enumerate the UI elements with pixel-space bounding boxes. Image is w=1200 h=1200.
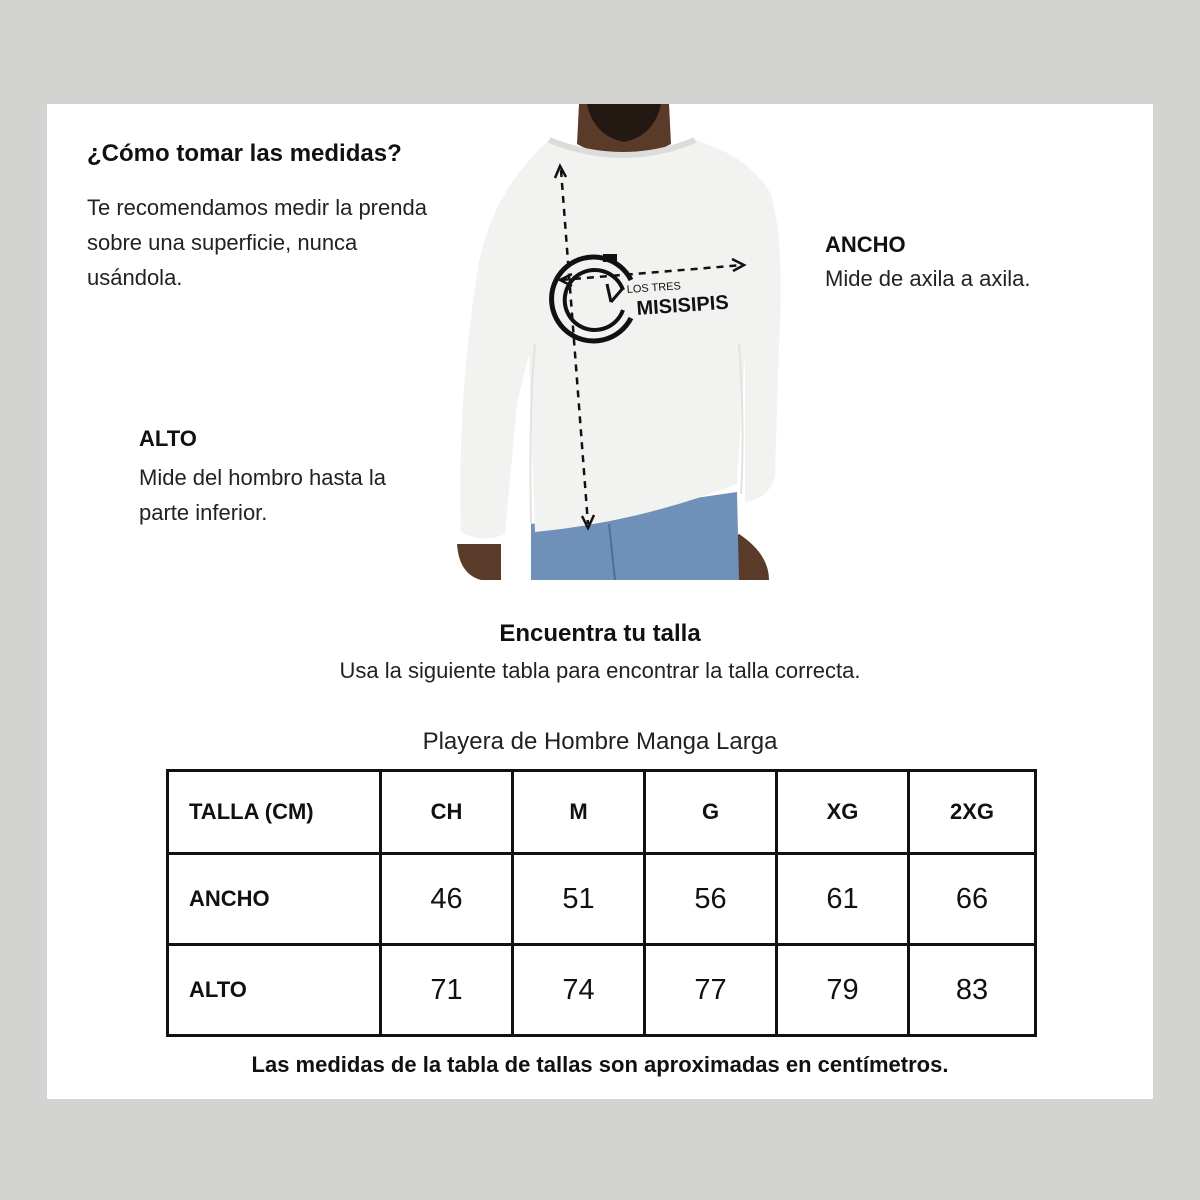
size-table-row [168, 945, 1036, 1036]
size-table-row-label: ALTO [168, 945, 381, 1036]
howto-title: ¿Cómo tomar las medidas? [87, 140, 402, 167]
size-table-cell: 79 [777, 945, 909, 1036]
logo-line-1: LOS TRES [626, 280, 682, 296]
size-table-cell: 83 [909, 945, 1036, 1036]
alto-label: ALTO [139, 426, 197, 451]
find-size-title: Encuentra tu talla [499, 620, 701, 647]
size-table-cell: 46 [381, 854, 513, 945]
size-table-header-cell: M [513, 771, 645, 854]
howto-text: Te recomendamos medir la prenda sobre una superficie, nunca usándola. [87, 195, 427, 290]
size-table-header-cell: CH [381, 771, 513, 854]
size-table-cell: 61 [777, 854, 909, 945]
size-guide-card [47, 104, 1153, 1099]
model-hand-left [457, 544, 501, 580]
size-table-header-cell: XG [777, 771, 909, 854]
size-table-row [168, 854, 1036, 945]
size-table-cell: 66 [909, 854, 1036, 945]
size-table-header-cell: 2XG [909, 771, 1036, 854]
size-table-row-label: ANCHO [168, 854, 381, 945]
size-table-cell: 51 [513, 854, 645, 945]
model-shirt [460, 140, 780, 539]
footnote: Las medidas de la tabla de tallas son aproximadas en centímetros. [251, 1052, 949, 1077]
size-table-cell: 56 [645, 854, 777, 945]
size-table-cell: 77 [645, 945, 777, 1036]
logo-line-2: MISISIPIS [635, 291, 730, 320]
size-table-cell: 74 [513, 945, 645, 1036]
ancho-label: ANCHO [825, 232, 906, 257]
size-table [166, 769, 1037, 1037]
ancho-description: Mide de axila a axila. [825, 266, 1031, 291]
size-table-header-row [168, 771, 1036, 854]
alto-description: Mide del hombro hasta la parte inferior. [139, 465, 387, 525]
size-table-header-cell: TALLA (CM) [168, 771, 381, 854]
size-table-cell: 71 [381, 945, 513, 1036]
find-size-subtitle: Usa la siguiente tabla para encontrar la talla correcta. [339, 658, 861, 683]
size-table-header-cell: G [645, 771, 777, 854]
model-shirt-illustration [439, 104, 799, 580]
table-caption: Playera de Hombre Manga Larga [422, 728, 778, 755]
